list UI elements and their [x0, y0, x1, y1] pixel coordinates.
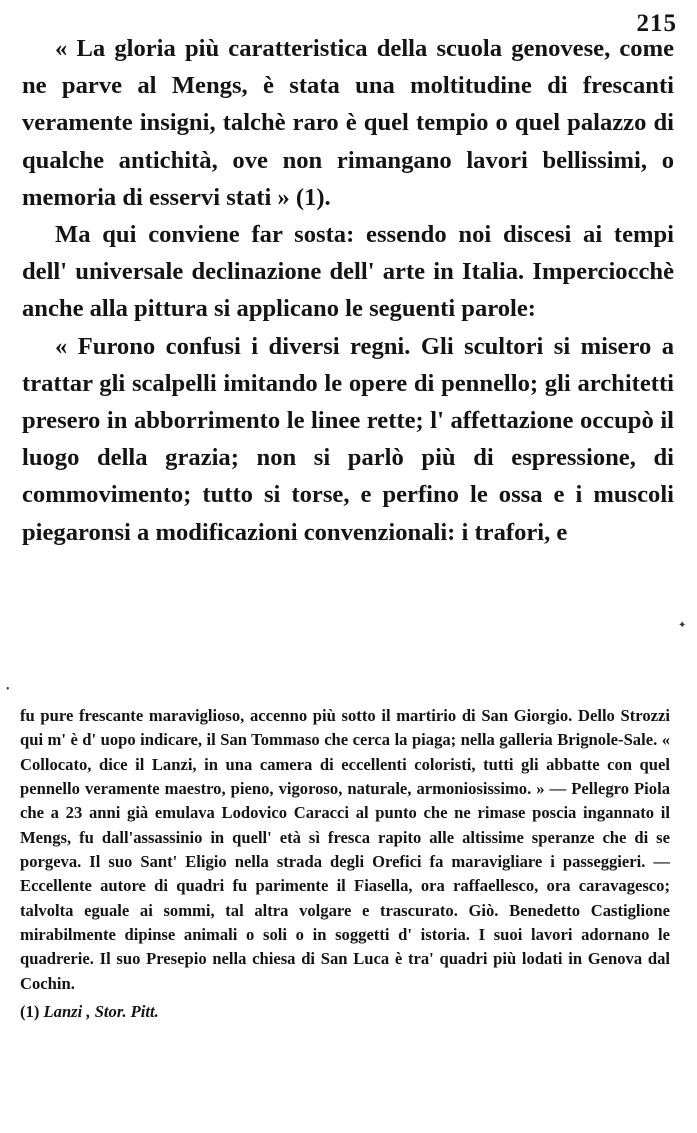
margin-mark: ✦ — [678, 620, 687, 631]
page-number: 215 — [636, 10, 677, 37]
footnote-1 — [20, 1000, 670, 1024]
margin-dot: • — [6, 684, 10, 695]
footnote-marker: (1) — [20, 1002, 40, 1022]
paragraph-quote-genovese: « La gloria più caratteristica della scuola genovese, come ne parve al Mengs, è stata una moltitudine di frescanti veramente insigni, talchè raro è quel tempio o quel palazzo di qualche antichità, ove non rimangano lavori bellissimi, o memoria di esservi stati » (1). — [22, 35, 674, 211]
footnotes — [20, 704, 670, 1024]
footnote-continuation: fu pure frescante maraviglioso, accenno più sotto il martirio di San Giorgio. Dello Strozzi qui m' è d' uopo indicare, il San Tommaso che cerca la piaga; nella galleria Brignole-Sale. « Collocato, dice il Lanzi, in una camera di eccellenti coloristi, tutti gli abbatte con quel pennello veramente maestro, pieno, vigoroso, naturale, armoniosissimo. » — Pellegro Piola che a 23 anni già emulava Lodovico Caracci al punto che ne rimase poscia ingannato il Mengs, fu dall'assassinio in quell' età sì fresca rapito alle altissime speranze che di se porgeva. Il suo Sant' Eligio nella strada degli Orefici fa maravigliare i passeggieri. — Eccellente autore di quadri fu parimente il Fiasella, ora raffaellesco, ora caravagesco; talvolta eguale ai sommi, tal altra volgare e trascurato. Giò. Benedetto Castiglione mirabilmente dipinse animali o soli o in soggetti d' istoria. I suoi lavori adornano le quadrerie. Il suo Presepio nella chiesa di San Luca è tra' quadri più lodati in Genova dal Cochin. — [20, 706, 670, 993]
paragraph-far-sosta: Ma qui conviene far sosta: essendo noi discesi ai tempi dell' universale declinazione dell' arte in Italia. Imperciocchè anche alla pittura si applicano le seguenti parole: — [22, 221, 674, 323]
main-text-body — [22, 30, 674, 551]
paragraph-quote-regni: « Furono confusi i diversi regni. Gli scultori si misero a trattar gli scalpelli imitando le opere di pennello; gli architetti presero in abborrimento le linee rette; l' affettazione occupò il luogo della grazia; non si parlò più di espressione, di commovimento; tutto si torse, e perfino le ossa e i muscoli piegaronsi a modificazioni convenzionali: i trafori, e — [22, 332, 674, 546]
footnote-source: Lanzi , Stor. Pitt. — [43, 1002, 159, 1022]
